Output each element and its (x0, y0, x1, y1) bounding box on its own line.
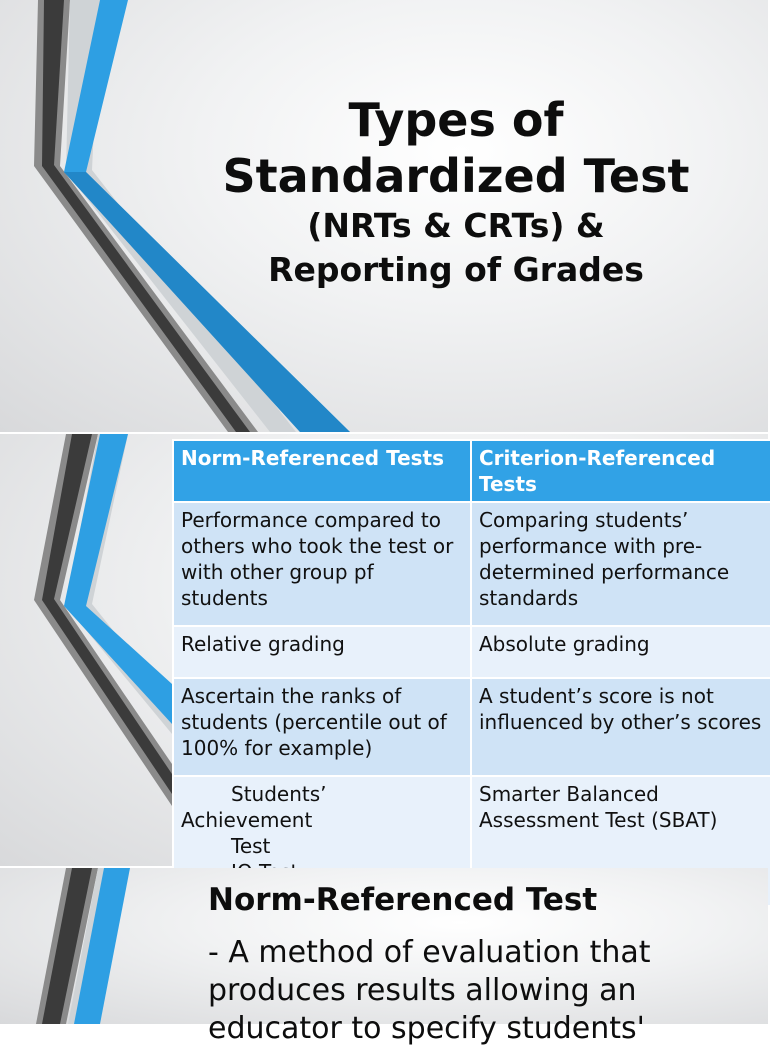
definition-slide (0, 868, 768, 1046)
column-header: Criterion-Referenced Tests (471, 440, 771, 502)
title-slide (0, 0, 768, 432)
definition-text: - A method of evaluation that produces results allowing an educator to specify students' (208, 935, 651, 1046)
table-row (173, 626, 771, 678)
slide-subtitle-line1: (NRTs & CRTs) & (307, 206, 605, 245)
title-block (170, 92, 742, 292)
comparison-table (172, 439, 772, 907)
exam-item: Achievement (181, 808, 313, 832)
table-cell: Comparing students’ performance with pre-determined performance standards (471, 502, 771, 626)
table-cell: Absolute grading (471, 626, 771, 678)
slide-title-line1: Types of (348, 93, 564, 147)
table-cell: A student’s score is not influenced by other’s scores (471, 678, 771, 776)
exam-item: Students’ (231, 782, 327, 806)
exam-item: Test (231, 834, 271, 858)
table-row (173, 502, 771, 626)
table-cell: Performance compared to others who took the test or with other group pf students (173, 502, 471, 626)
table-cell: Smarter Balanced Assessment Test (SBAT) (471, 776, 771, 906)
table-row (173, 678, 771, 776)
column-header: Norm-Referenced Tests (173, 440, 471, 502)
slide-subtitle-line2: Reporting of Grades (268, 250, 644, 289)
table-cell: Ascertain the ranks of students (percentile out of 100% for example) (173, 678, 471, 776)
table-cell: Relative grading (173, 626, 471, 678)
section-heading: Norm-Referenced Test (208, 882, 598, 918)
table-header-row (173, 440, 771, 502)
comparison-slide (0, 434, 768, 866)
slide-title-line2: Standardized Test (222, 149, 690, 203)
